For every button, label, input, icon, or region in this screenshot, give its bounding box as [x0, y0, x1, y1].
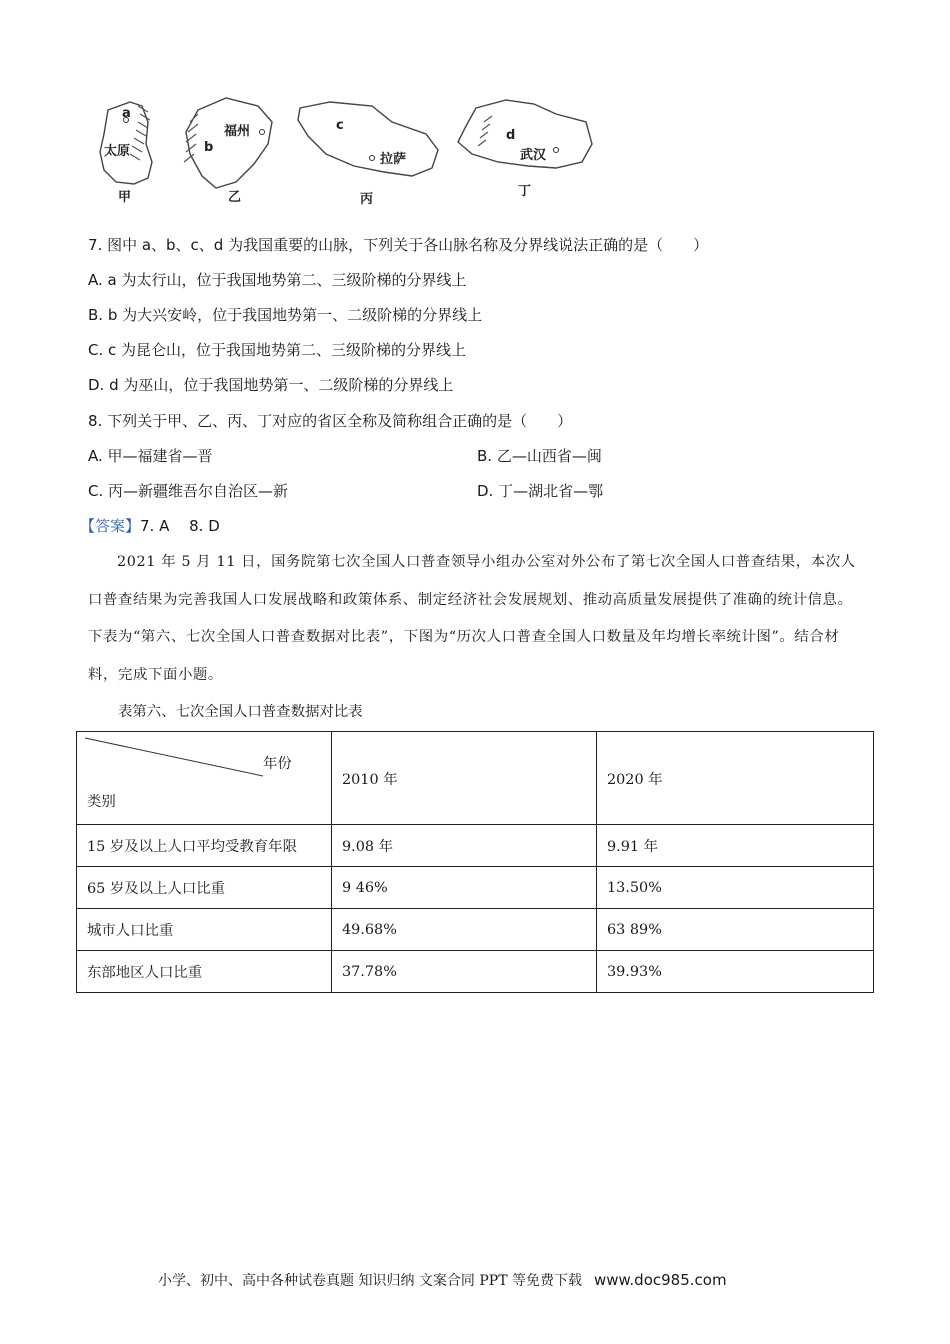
- map-bing-caption: 丙: [360, 192, 374, 207]
- table-row: [77, 951, 874, 993]
- table-caption: 表第六、七次全国人口普查数据对比表: [118, 704, 363, 720]
- row-value-2020: 9.91 年: [597, 825, 874, 867]
- header-category-label: 类别: [87, 794, 116, 810]
- map-yi-mountain: b: [204, 140, 214, 155]
- q8-option-d: D. 丁—湖北省—鄂: [477, 482, 604, 500]
- map-jia-mountain: a: [122, 106, 131, 121]
- map-yi-city: 福州: [224, 124, 251, 139]
- q8-option-b: B. 乙—山西省—闽: [477, 447, 602, 465]
- map-ding-mountain: d: [506, 128, 516, 143]
- table-row: [77, 909, 874, 951]
- map-ding-caption: 丁: [518, 184, 532, 199]
- header-2020: 2020 年: [597, 732, 874, 825]
- answer-line: [80, 515, 220, 537]
- q7-option-c: C. c 为昆仑山，位于我国地势第二、三级阶梯的分界线上: [88, 341, 467, 359]
- header-2010: 2010 年: [332, 732, 597, 825]
- row-label: 东部地区人口比重: [77, 951, 332, 993]
- row-value-2010: 37.78%: [332, 951, 597, 993]
- map-yi-outline: [186, 98, 272, 188]
- map-bing-mountain: c: [336, 118, 344, 133]
- row-value-2020: 13.50%: [597, 867, 874, 909]
- map-jia-caption: 甲: [118, 190, 132, 205]
- q8-stem: 8. 下列关于甲、乙、丙、丁对应的省区全称及简称组合正确的是（ ）: [88, 412, 573, 430]
- map-yi-caption: 乙: [228, 190, 242, 205]
- table-header-row: [77, 732, 874, 825]
- header-year-label: 年份: [263, 756, 292, 772]
- row-value-2020: 39.93%: [597, 951, 874, 993]
- passage: 2021 年 5 月 11 日，国务院第七次全国人口普查领导小组办公室对外公布了第七次全国人口普查结果，本次人口普查结果为完善我国人口发展战略和政策体系、制定经济社会发展规划、推动高质量发展提供了准确的统计信息。下表为“第六、七次全国人口普查数据对比表”，下图为“历次人口普查全国人口数量及年均增长率统计图”。结合材料，完成下面小题。: [88, 554, 856, 683]
- row-value-2010: 9 46%: [332, 867, 597, 909]
- answer-text: 7. A 8. D: [140, 517, 220, 535]
- map-bing-city: 拉萨: [380, 152, 407, 167]
- row-value-2010: 9.08 年: [332, 825, 597, 867]
- row-value-2020: 63 89%: [597, 909, 874, 951]
- header-diagonal-line: [77, 732, 341, 824]
- header-diagonal-cell: [77, 732, 332, 825]
- footer-url[interactable]: www.doc985.com: [593, 1271, 727, 1289]
- q8-option-a: A. 甲—福建省—晋: [88, 447, 213, 465]
- census-comparison-table: [76, 731, 874, 993]
- q7-stem: 7. 图中 a、b、c、d 为我国重要的山脉，下列关于各山脉名称及分界线说法正确的是（ ）: [88, 236, 709, 254]
- map-ding-city: 武汉: [520, 148, 547, 163]
- q8-option-c: C. 丙—新疆维吾尔自治区—新: [88, 482, 289, 500]
- q7-option-a: A. a 为太行山，位于我国地势第二、三级阶梯的分界线上: [88, 271, 467, 289]
- row-label: 65 岁及以上人口比重: [77, 867, 332, 909]
- answer-tag: 【答案】: [80, 517, 141, 535]
- row-label: 15 岁及以上人口平均受教育年限: [77, 825, 332, 867]
- footer-text: 小学、初中、高中各种试卷真题 知识归纳 文案合同 PPT 等免费下载: [158, 1273, 582, 1289]
- map-bing-outline: [298, 102, 438, 176]
- q7-option-b: B. b 为大兴安岭，位于我国地势第一、二级阶梯的分界线上: [88, 306, 483, 324]
- footer: [158, 1270, 727, 1290]
- mountain-d-hatch: [478, 116, 492, 146]
- row-label: 城市人口比重: [77, 909, 332, 951]
- q7-option-d: D. d 为巫山，位于我国地势第一、二级阶梯的分界线上: [88, 376, 454, 394]
- table-row: [77, 825, 874, 867]
- map-jia-city: 太原: [104, 144, 131, 159]
- province-maps: [86, 92, 596, 212]
- row-value-2010: 49.68%: [332, 909, 597, 951]
- table-row: [77, 867, 874, 909]
